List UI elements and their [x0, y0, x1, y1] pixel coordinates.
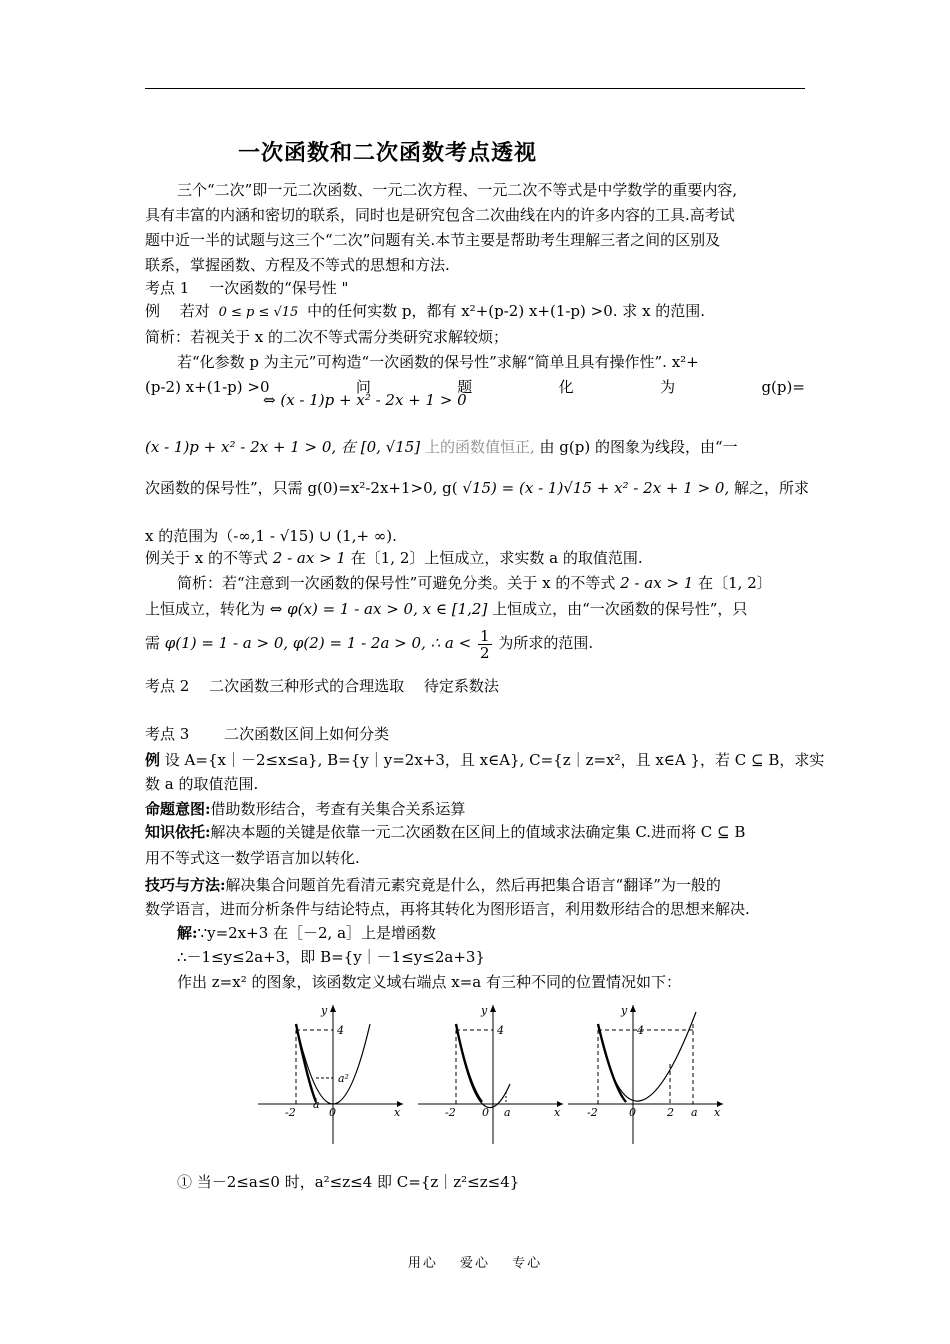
- label-x: x: [714, 1106, 721, 1119]
- label-y: y: [621, 1004, 628, 1017]
- analysis-2-formula-2: φ(1) = 1 - a > 0, φ(2) = 1 - 2a > 0, ∴ a <: [164, 634, 472, 652]
- analysis-2-f: 为所求的范围.: [498, 634, 594, 652]
- domain-segment: [456, 1024, 482, 1102]
- method-text: 解决集合问题首先看清元素究竟是什么，然后再把集合语言“翻译”为一般的: [225, 876, 721, 894]
- intro-line-3: 题中近一半的试题与这三个“二次”问题有关.本节主要是帮助考生理解三者之间的区别及: [145, 231, 721, 249]
- parabola-curve: [598, 1012, 696, 1101]
- line-b-left: (p-2) x+(1-p) >0: [145, 378, 270, 396]
- method-line-2: 数学语言，进而分析条件与结论特点，再将其转化为图形语言，利用数形结合的思想来解决.: [145, 900, 750, 918]
- y-arrow: [490, 1005, 496, 1012]
- analysis-2-a: 简析：若“注意到一次函数的保号性”可避免分类。关于 x 的不等式: [177, 574, 616, 592]
- solution-label: 解:: [177, 924, 198, 942]
- line-d-text: 次函数的保号性”，只需 g(0)=x²-2x+1>0, g(: [145, 479, 458, 497]
- kaodian3-example: [145, 750, 824, 770]
- kaodian3-example-2: 数 a 的取值范围.: [145, 775, 259, 793]
- line-b-word-1: 问: [355, 378, 371, 396]
- footer-word-2: 爱心: [459, 1256, 490, 1271]
- example-2-b: 在〔1, 2〕上恒成立，求实数 a 的取值范围.: [350, 549, 643, 567]
- intent-text: 借助数形结合，考查有关集合关系运算: [210, 800, 466, 818]
- label-2: 2: [667, 1106, 674, 1119]
- line-b-word-2: 题: [457, 378, 473, 396]
- parabola-figures: [258, 1002, 728, 1147]
- kaodian1-analysis: 简析：若视关于 x 的二次不等式需分类研究求解较烦；: [145, 328, 508, 346]
- footer-word-1: 用心: [407, 1256, 438, 1271]
- label-a2: a²: [338, 1072, 349, 1085]
- analysis-2-line-3: [145, 626, 593, 661]
- page-footer: [0, 1252, 950, 1271]
- line-c-formula: (x - 1)p + x² - 2x + 1 > 0, 在: [145, 438, 356, 456]
- kaodian2-heading: 考点 2 二次函数三种形式的合理选取 待定系数法: [145, 677, 499, 695]
- y-arrow: [630, 1005, 636, 1012]
- fraction-denominator: 2: [479, 643, 490, 662]
- example-condition: 0 ≤ p ≤ √15: [218, 305, 299, 320]
- basis-label: 知识依托:: [145, 823, 211, 841]
- analysis-2-d: 上恒成立，由“一次函数的保号性”，只: [492, 600, 748, 618]
- solution-line-1: [177, 923, 436, 943]
- method-label: 技巧与方法:: [145, 876, 226, 894]
- header-rule: [145, 88, 805, 89]
- kaodian1-example: [145, 301, 705, 323]
- analysis-2-formula: ⇔ φ(x) = 1 - ax > 0, x ∈ [1,2]: [269, 600, 488, 618]
- label-y: y: [481, 1004, 488, 1017]
- intent-label: 命题意图:: [145, 800, 211, 818]
- intro-line-4: 联系，掌握函数、方程及不等式的思想和方法.: [145, 256, 450, 274]
- label-0: 0: [329, 1106, 336, 1119]
- solution-line-3: 作出 z=x² 的图象，该函数定义域右端点 x=a 有三种不同的位置情况如下：: [177, 973, 681, 991]
- label-4: 4: [637, 1024, 644, 1037]
- analysis-line-c: [145, 437, 738, 457]
- example-3-text: 设 A={x｜－2≤x≤a}, B={y｜y=2x+3，且 x∈A}, C={z｜z=x²，且 x∈A }，若 C ⊆ B，求实: [160, 751, 825, 769]
- solution-line-2: ∴－1≤y≤2a+3，即 B={y｜－1≤y≤2a+3}: [177, 948, 485, 966]
- fraction-numerator: 1: [479, 626, 490, 645]
- line-c-gray: 上的函数值恒正,: [424, 438, 535, 456]
- line-b-word-4: 为: [660, 378, 676, 396]
- line-c-interval: [0, √15]: [360, 438, 421, 456]
- label-x: x: [394, 1106, 401, 1119]
- solution-text-1: ∵y=2x+3 在［－2, a］上是增函数: [197, 924, 437, 942]
- line-d-formula: √15) = (x - 1)√15 + x² - 2x + 1 > 0,: [462, 479, 730, 497]
- label-x: x: [554, 1106, 561, 1119]
- graph-case-2: [418, 1004, 563, 1144]
- label-neg2: -2: [285, 1106, 296, 1119]
- intent-line: [145, 799, 466, 819]
- label-4: 4: [497, 1024, 504, 1037]
- kaodian3-heading: 考点 3 二次函数区间上如何分类: [145, 725, 390, 743]
- one-half-fraction: [478, 628, 492, 661]
- example-2: [145, 548, 643, 568]
- label-a: a: [504, 1106, 511, 1119]
- line-d-end: 解之，所求: [734, 479, 810, 497]
- basis-text: 解决本题的关键是依靠一元二次函数在区间上的值域求法确定集 C.进而将 C ⊆ B: [210, 823, 746, 841]
- y-arrow: [330, 1005, 336, 1012]
- analysis-line-a: 若“化参数 p 为主元”可构造“一次函数的保号性”求解“简单且具有操作性”. x²+: [177, 353, 699, 371]
- intro-line-1: 三个“二次”即一元二次函数、一元二次方程、一元二次不等式是中学数学的重要内容,: [177, 181, 738, 199]
- analysis-line-e: x 的范围为（-∞,1 - √15) ∪ (1,+ ∞).: [145, 527, 397, 545]
- label-0: 0: [482, 1106, 489, 1119]
- basis-line-2: 用不等式这一数学语言加以转化.: [145, 849, 360, 867]
- analysis-2-e: 需: [145, 634, 161, 652]
- analysis-line-b: [145, 377, 805, 397]
- example-2-ineq: 2 - ax > 1: [272, 549, 346, 567]
- footer-word-3: 专心: [512, 1256, 543, 1271]
- page-title: 一次函数和二次函数考点透视: [238, 140, 538, 166]
- example-2-a: 例关于 x 的不等式: [145, 549, 268, 567]
- analysis-2-c: 上恒成立，转化为: [145, 600, 266, 618]
- line-c-rest: 由 g(p) 的图象为线段，由“一: [539, 438, 738, 456]
- graph-case-3: [568, 1004, 723, 1144]
- case-1-line: ① 当－2≤a≤0 时，a²≤z≤4 即 C={z｜z²≤z≤4}: [177, 1173, 520, 1191]
- label-4: 4: [337, 1024, 344, 1037]
- example-text: 中的任何实数 p，都有 x²+(p-2) x+(1-p) >0. 求 x 的范围.: [307, 302, 706, 320]
- intro-line-2: 具有丰富的内涵和密切的联系，同时也是研究包含二次曲线在内的许多内容的工具.高考试: [145, 206, 735, 224]
- domain-segment: [598, 1024, 626, 1102]
- analysis-2-line-2: [145, 599, 747, 619]
- basis-line: [145, 822, 745, 842]
- kaodian1-heading: 考点 1 一次函数的“保号性 ": [145, 279, 349, 297]
- label-a: a: [313, 1098, 320, 1111]
- analysis-2-line-1: [177, 573, 772, 593]
- analysis-2-b: 在〔1, 2〕: [698, 574, 772, 592]
- label-a: a: [691, 1106, 698, 1119]
- label-y: y: [321, 1004, 328, 1017]
- line-b-word-3: 化: [558, 378, 574, 396]
- label-neg2: -2: [445, 1106, 456, 1119]
- line-b-word-5: g(p)=: [761, 378, 805, 396]
- analysis-2-ineq: 2 - ax > 1: [620, 574, 694, 592]
- example-label: 例 若对: [145, 302, 210, 320]
- analysis-line-d: [145, 478, 809, 498]
- label-neg2: -2: [587, 1106, 598, 1119]
- method-line: [145, 875, 721, 895]
- label-0: 0: [629, 1106, 636, 1119]
- example-3-label: 例: [145, 751, 161, 769]
- line-b-formula: ⇔ (x - 1)p + x² - 2x + 1 > 0: [263, 391, 467, 409]
- graph-case-1: [258, 1004, 403, 1144]
